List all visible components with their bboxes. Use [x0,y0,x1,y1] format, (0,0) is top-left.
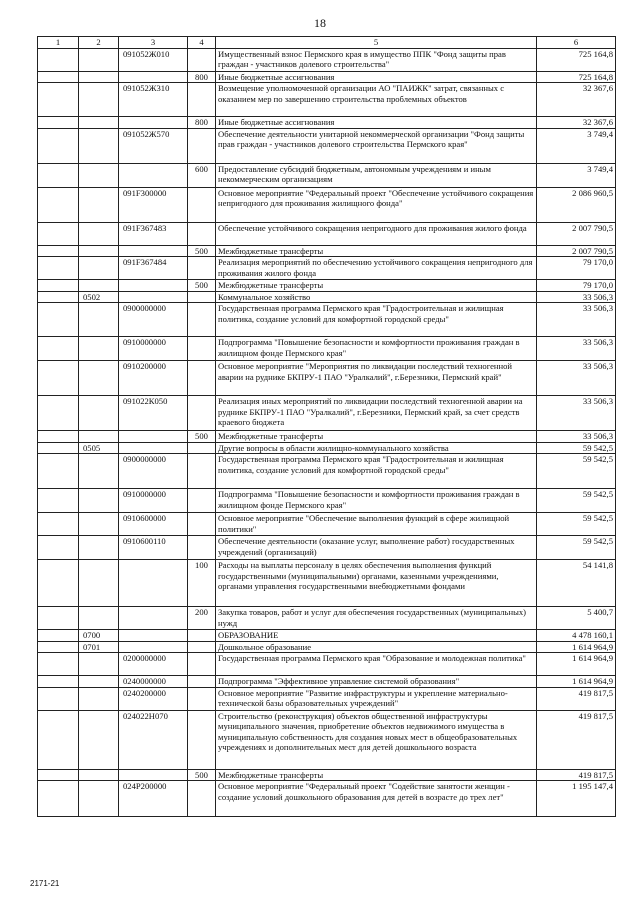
table-row [38,117,616,129]
table-row [38,513,616,536]
table-cell-4: 500 [188,245,216,257]
table-cell-2 [79,653,119,676]
table-row [38,128,616,163]
table-row [38,687,616,710]
table-row [38,222,616,245]
page-number: 18 [314,16,326,30]
table-cell-1 [38,560,79,607]
table-cell-3 [119,245,188,257]
table-cell-2 [79,454,119,489]
table-cell-5: Основное мероприятие "Федеральный проект "Обеспечение устойчивого сокращения непригодного для проживания жилищного фонда" [216,187,537,222]
table-cell-3 [119,163,188,187]
table-cell-4 [188,442,216,454]
table-cell-6: 1 614 964,9 [537,653,616,676]
table-cell-5: Имущественный взнос Пермского края в имущество ППК "Фонд защиты прав граждан - участников долевого строительства" [216,48,537,71]
table-cell-4 [188,513,216,536]
table-cell-4 [188,222,216,245]
table-cell-2 [79,222,119,245]
table-cell-3 [119,607,188,630]
table-cell-4 [188,291,216,303]
table-cell-1 [38,489,79,513]
table-row [38,337,616,361]
table-cell-6: 5 400,7 [537,607,616,630]
table-cell-5: Возмещение уполномоченной организации АО "ПАИЖК" затрат, связанных с оказанием мер по завершению строительства проблемных объектов [216,83,537,117]
table-cell-6: 419 817,5 [537,769,616,781]
table-cell-5: Межбюджетные трансферты [216,245,537,257]
table-cell-3 [119,442,188,454]
table-cell-6: 54 141,8 [537,560,616,607]
table-cell-2 [79,48,119,71]
table-cell-2 [79,117,119,129]
table-cell-4 [188,710,216,769]
table-cell-4 [188,303,216,337]
table-cell-2 [79,560,119,607]
table-cell-2 [79,83,119,117]
table-cell-5: Основное мероприятие "Развитие инфраструктуры и укрепление материально-технической базы образовательных учреждений" [216,687,537,710]
table-cell-4 [188,781,216,817]
table-cell-3: 024022Н070 [119,710,188,769]
table-cell-1 [38,48,79,71]
table-cell-3: 0240200000 [119,687,188,710]
table-cell-5: Подпрограмма "Эффективное управление системой образования" [216,676,537,688]
table-cell-5: Дошкольное образование [216,641,537,653]
table-cell-5: Иные бюджетные ассигнования [216,117,537,129]
table-cell-2 [79,128,119,163]
table-cell-2: 0701 [79,641,119,653]
table-cell-2 [79,396,119,431]
table-cell-2 [79,687,119,710]
table-cell-4 [188,687,216,710]
header-cell: 5 [216,37,537,49]
table-cell-1 [38,337,79,361]
table-cell-5: Межбюджетные трансферты [216,769,537,781]
table-row [38,396,616,431]
table-cell-5: Основное мероприятие "Обеспечение выполнения функций в сфере жилищной политики" [216,513,537,536]
table-cell-2 [79,676,119,688]
header-row [38,37,616,49]
table-cell-4 [188,653,216,676]
table-row [38,781,616,817]
table-row [38,641,616,653]
table-cell-5: ОБРАЗОВАНИЕ [216,630,537,642]
table-cell-6: 32 367,6 [537,117,616,129]
table-cell-6: 1 195 147,4 [537,781,616,817]
table-cell-2 [79,245,119,257]
table-cell-1 [38,676,79,688]
table-cell-5: Расходы на выплаты персоналу в целях обеспечения выполнения функций государственными (муниципальными) органами, казенными учреждениями, органами управления государственными внебюджетными фондами [216,560,537,607]
table-cell-1 [38,303,79,337]
table-cell-2 [79,71,119,83]
table-cell-4 [188,641,216,653]
table-cell-6: 2 086 960,5 [537,187,616,222]
table-row [38,291,616,303]
table-cell-1 [38,513,79,536]
table-cell-4 [188,48,216,71]
table-row [38,630,616,642]
table-row [38,769,616,781]
table-cell-3: 024Р200000 [119,781,188,817]
table-cell-4: 600 [188,163,216,187]
table-cell-1 [38,187,79,222]
table-cell-3: 0900000000 [119,454,188,489]
table-cell-1 [38,769,79,781]
table-row [38,653,616,676]
table-cell-1 [38,687,79,710]
table-row [38,361,616,396]
table-cell-1 [38,163,79,187]
table-cell-3 [119,560,188,607]
table-cell-1 [38,257,79,280]
table-cell-6: 33 506,3 [537,361,616,396]
table-row [38,163,616,187]
table-cell-6: 2 007 790,5 [537,222,616,245]
table-cell-4: 500 [188,280,216,292]
table-row [38,454,616,489]
table-row [38,71,616,83]
table-cell-1 [38,83,79,117]
table-cell-1 [38,117,79,129]
table-cell-5: Подпрограмма "Повышение безопасности и комфортности проживания граждан в жилищном фонде Пермского края" [216,489,537,513]
table-row [38,536,616,560]
table-cell-6: 33 506,3 [537,303,616,337]
table-cell-3 [119,71,188,83]
table-row [38,489,616,513]
table-row [38,257,616,280]
table-cell-3 [119,630,188,642]
table-cell-3 [119,641,188,653]
table-cell-3: 0910600110 [119,536,188,560]
table-row [38,187,616,222]
table-row [38,560,616,607]
header-cell: 6 [537,37,616,49]
table-row [38,676,616,688]
table-cell-6: 59 542,5 [537,489,616,513]
table-cell-6: 59 542,5 [537,513,616,536]
table-row [38,280,616,292]
table-cell-2 [79,303,119,337]
table-cell-6: 79 170,0 [537,257,616,280]
table-cell-6: 79 170,0 [537,280,616,292]
table-cell-2: 0505 [79,442,119,454]
table-cell-2 [79,257,119,280]
table-cell-3: 0910000000 [119,337,188,361]
table-cell-3: 091F367484 [119,257,188,280]
table-cell-4 [188,676,216,688]
table-cell-2: 0502 [79,291,119,303]
table-cell-1 [38,781,79,817]
table-cell-5: Государственная программа Пермского края "Градостроительная и жилищная политика, создание условий для комфортной городской среды" [216,454,537,489]
table-cell-4 [188,361,216,396]
table-cell-3: 091052Ж310 [119,83,188,117]
table-cell-3 [119,291,188,303]
table-cell-4 [188,536,216,560]
table-cell-6: 3 749,4 [537,128,616,163]
table-cell-4: 100 [188,560,216,607]
table-cell-1 [38,291,79,303]
table-cell-2 [79,187,119,222]
table-cell-6: 33 506,3 [537,291,616,303]
table-row [38,245,616,257]
table-cell-1 [38,128,79,163]
table-cell-4 [188,337,216,361]
table-cell-5: Строительство (реконструкция) объектов общественной инфраструктуры муниципального значения, приобретение объектов недвижимого имущества в муниципальную собственность для создания новых мест в общеобразовательных учреждениях и дополнительных мест для детей дошкольного возраста [216,710,537,769]
table-cell-3 [119,280,188,292]
table-cell-3: 091F300000 [119,187,188,222]
table-cell-3: 091052Ж010 [119,48,188,71]
table-cell-6: 32 367,6 [537,83,616,117]
table-cell-3: 0910200000 [119,361,188,396]
table-cell-4 [188,83,216,117]
header-cell: 3 [119,37,188,49]
table-cell-5: Межбюджетные трансферты [216,431,537,443]
table-cell-5: Реализация мероприятий по обеспечению устойчивого сокращения непригодного для проживания жилого фонда [216,257,537,280]
table-cell-5: Другие вопросы в области жилищно-коммунального хозяйства [216,442,537,454]
table-row [38,442,616,454]
table-cell-4 [188,630,216,642]
table-cell-3 [119,769,188,781]
table-cell-6: 725 164,8 [537,71,616,83]
table-cell-4: 500 [188,431,216,443]
table-cell-4: 800 [188,71,216,83]
table-cell-2 [79,280,119,292]
table-cell-1 [38,641,79,653]
table-cell-5: Государственная программа Пермского края "Образование и молодежная политика" [216,653,537,676]
table-cell-5: Предоставление субсидий бюджетным, автономным учреждениям и иным некоммерческим организациям [216,163,537,187]
table-cell-6: 725 164,8 [537,48,616,71]
table-cell-3: 091022К050 [119,396,188,431]
table-cell-5: Обеспечение устойчивого сокращения непригодного для проживания жилого фонда [216,222,537,245]
table-cell-2 [79,489,119,513]
table-cell-1 [38,222,79,245]
table-row [38,710,616,769]
table-cell-3: 0910000000 [119,489,188,513]
table-cell-1 [38,71,79,83]
table-cell-2 [79,536,119,560]
table-cell-1 [38,653,79,676]
table-cell-1 [38,431,79,443]
table-row [38,303,616,337]
table-cell-3: 0240000000 [119,676,188,688]
table-cell-2 [79,431,119,443]
table-cell-6: 33 506,3 [537,396,616,431]
table-cell-3: 0900000000 [119,303,188,337]
table-cell-6: 59 542,5 [537,536,616,560]
table-cell-2 [79,163,119,187]
header-cell: 2 [79,37,119,49]
table-cell-5: Коммунальное хозяйство [216,291,537,303]
table-cell-4: 800 [188,117,216,129]
table-cell-5: Обеспечение деятельности унитарной некоммерческой организации "Фонд защиты прав граждан - участников долевого строительства Пермского края" [216,128,537,163]
header-cell: 1 [38,37,79,49]
table-cell-6: 33 506,3 [537,431,616,443]
table-row [38,83,616,117]
table-cell-6: 59 542,5 [537,454,616,489]
table-cell-4 [188,187,216,222]
table-cell-3: 0910600000 [119,513,188,536]
table-cell-3: 091052Ж570 [119,128,188,163]
table-cell-2 [79,781,119,817]
table-cell-2: 0700 [79,630,119,642]
table-cell-5: Основное мероприятие "Федеральный проект "Содействие занятости женщин - создание условий дошкольного образования для детей в возрасте до трех лет" [216,781,537,817]
table-cell-4 [188,454,216,489]
header-cell: 4 [188,37,216,49]
table-cell-5: Обеспечение деятельности (оказание услуг, выполнение работ) государственных учреждений (организаций) [216,536,537,560]
table-cell-1 [38,454,79,489]
table-cell-1 [38,396,79,431]
table-cell-5: Закупка товаров, работ и услуг для обеспечения государственных (муниципальных) нужд [216,607,537,630]
table-cell-2 [79,337,119,361]
table-cell-6: 419 817,5 [537,687,616,710]
table-cell-3 [119,117,188,129]
table-cell-3 [119,431,188,443]
table-cell-2 [79,769,119,781]
table-row [38,48,616,71]
table-cell-1 [38,536,79,560]
table-cell-1 [38,710,79,769]
table-cell-2 [79,513,119,536]
table-cell-2 [79,607,119,630]
table-cell-4: 500 [188,769,216,781]
table-cell-2 [79,710,119,769]
table-cell-6: 1 614 964,9 [537,676,616,688]
table-cell-5: Реализация иных мероприятий по ликвидации последствий техногенной аварии на руднике БКПРУ-1 ПАО "Уралкалий", г.Березники, Пермский край, за счет средств краевого бюджета [216,396,537,431]
table-cell-3: 091F367483 [119,222,188,245]
table-cell-6: 2 007 790,5 [537,245,616,257]
table-cell-4 [188,257,216,280]
table-cell-6: 33 506,3 [537,337,616,361]
table-cell-6: 3 749,4 [537,163,616,187]
budget-table [37,36,616,817]
table-cell-4: 200 [188,607,216,630]
table-cell-5: Иные бюджетные ассигнования [216,71,537,83]
table-cell-4 [188,128,216,163]
table-cell-5: Государственная программа Пермского края "Градостроительная и жилищная политика, создание условий для комфортной городской среды" [216,303,537,337]
footer-code: 2171-21 [30,879,60,888]
table-cell-1 [38,245,79,257]
table-cell-5: Подпрограмма "Повышение безопасности и комфортности проживания граждан в жилищном фонде Пермского края" [216,337,537,361]
table-cell-4 [188,396,216,431]
table-cell-6: 1 614 964,9 [537,641,616,653]
table-cell-1 [38,442,79,454]
table-cell-6: 4 478 160,1 [537,630,616,642]
table-cell-1 [38,361,79,396]
table-cell-6: 59 542,5 [537,442,616,454]
table-cell-1 [38,630,79,642]
table-cell-3: 0200000000 [119,653,188,676]
table-cell-2 [79,361,119,396]
table-row [38,607,616,630]
table-cell-5: Основное мероприятие "Мероприятия по ликвидации последствий техногенной аварии на руднике БКПРУ-1 ПАО "Уралкалий", г.Березники, Пермский край" [216,361,537,396]
table-cell-5: Межбюджетные трансферты [216,280,537,292]
table-cell-1 [38,607,79,630]
table-row [38,431,616,443]
table-cell-6: 419 817,5 [537,710,616,769]
table-cell-4 [188,489,216,513]
table-cell-1 [38,280,79,292]
